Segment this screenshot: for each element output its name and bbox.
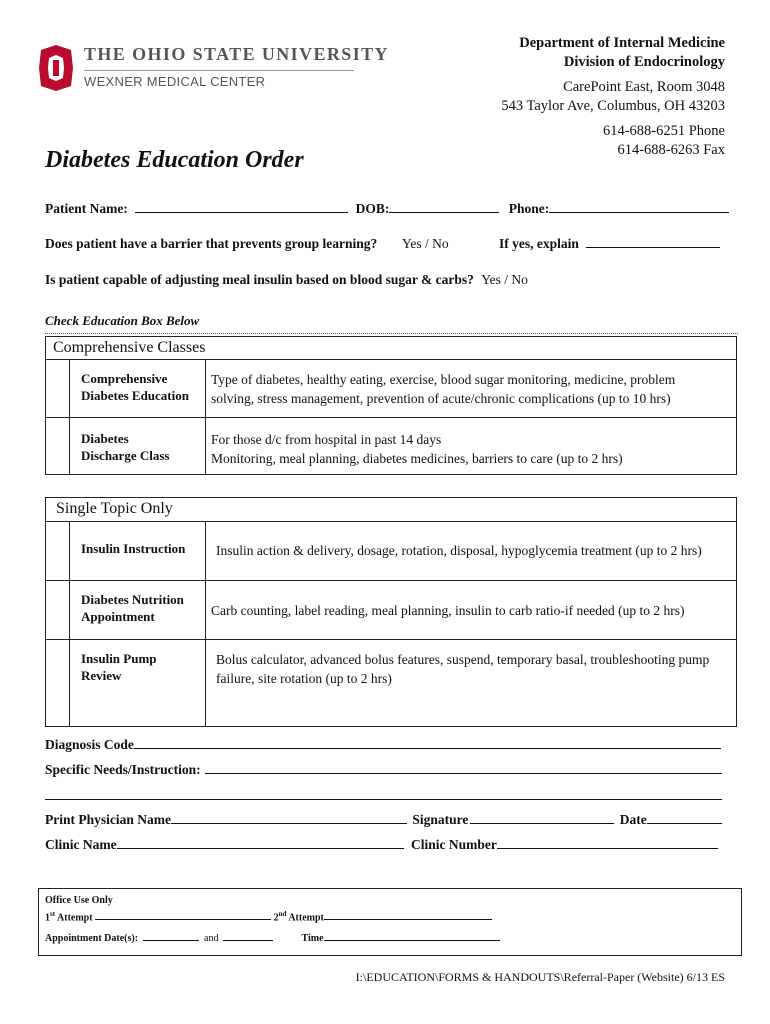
- topic-description-line: Insulin action & delivery, dosage, rotation, disposal, hypoglycemia treatment (up to 2 hrs): [216, 543, 702, 558]
- medical-center-name: WEXNER MEDICAL CENTER: [84, 74, 266, 89]
- phone-field[interactable]: [549, 201, 729, 213]
- department-info: [501, 34, 725, 160]
- class-description-line: For those d/c from hospital in past 14 days: [211, 432, 442, 447]
- barrier-options[interactable]: Yes / No: [402, 236, 449, 251]
- column-divider: [205, 359, 206, 475]
- clinic-name-field[interactable]: [117, 837, 404, 849]
- explain-row: [499, 236, 720, 252]
- header-divider: [84, 70, 354, 71]
- topic-description-line: Bolus calculator, advanced bolus features, suspend, temporary basal, troubleshooting pump: [216, 652, 710, 667]
- topic-description: [216, 650, 709, 688]
- attempt-number: 1: [45, 912, 50, 924]
- attempt-suffix: st: [50, 910, 56, 918]
- time-field[interactable]: [324, 932, 500, 941]
- checkbox-nutrition-appointment[interactable]: [46, 581, 69, 639]
- physician-field[interactable]: [171, 812, 407, 824]
- class-description-line: Type of diabetes, healthy eating, exercise, blood sugar monitoring, medicine, problem: [211, 372, 676, 387]
- clinic-row: [45, 837, 718, 853]
- row-divider: [46, 580, 736, 581]
- dob-label: DOB:: [355, 201, 390, 216]
- clinic-name-label: Clinic Name: [45, 837, 117, 852]
- and-label: and: [204, 933, 219, 944]
- row-divider: [46, 639, 736, 640]
- column-divider: [205, 521, 206, 727]
- dob-field[interactable]: [389, 201, 499, 213]
- needs-field[interactable]: [205, 762, 722, 774]
- patient-name-label: Patient Name:: [45, 201, 128, 216]
- diagnosis-label: Diagnosis Code: [45, 737, 134, 752]
- second-attempt-field[interactable]: [324, 911, 492, 920]
- column-divider: [69, 521, 70, 727]
- address-line-1: CarePoint East, Room 3048: [563, 79, 725, 95]
- division-name: Division of Endocrinology: [563, 54, 725, 70]
- clinic-number-label: Clinic Number: [411, 837, 497, 852]
- first-attempt-field[interactable]: [95, 911, 271, 920]
- topic-description: [211, 601, 685, 620]
- row-divider: [46, 521, 736, 522]
- class-description: [211, 430, 623, 468]
- checkbox-pump-review[interactable]: [46, 640, 69, 727]
- phone-number: 614-688-6251 Phone: [602, 123, 725, 139]
- row-divider: [46, 359, 736, 360]
- attempt-suffix: nd: [278, 910, 287, 918]
- class-label-line: Diabetes: [81, 431, 129, 446]
- footer-path: I:\EDUCATION\FORMS & HANDOUTS\Referral-Paper (Website) 6/13 ES: [355, 970, 725, 984]
- university-name: THE OHIO STATE UNIVERSITY: [84, 44, 389, 64]
- topic-description: [216, 541, 702, 560]
- check-education-label: Check Education Box Below: [45, 313, 200, 328]
- attempt-row: [45, 910, 492, 923]
- office-use-box: [38, 888, 742, 956]
- explain-label: If yes, explain: [499, 236, 579, 251]
- checkbox-insulin-instruction[interactable]: [46, 522, 69, 580]
- ohio-state-logo: [38, 44, 74, 92]
- appointment-label: Appointment Date(s):: [45, 933, 139, 944]
- diagnosis-row: [45, 737, 721, 753]
- class-description-line: Monitoring, meal planning, diabetes medicines, barriers to care (up to 2 hrs): [211, 451, 623, 466]
- class-description-line: solving, stress management, prevention of acute/chronic complications (up to 10 hrs): [211, 391, 671, 406]
- patient-name-field[interactable]: [135, 201, 348, 213]
- physician-label: Print Physician Name: [45, 812, 171, 827]
- explain-field[interactable]: [586, 236, 720, 248]
- single-topic-box: [45, 497, 737, 727]
- row-divider: [46, 417, 736, 418]
- attempt-label: Attempt: [288, 912, 324, 924]
- class-label-line: Diabetes Education: [81, 388, 189, 403]
- single-topic-title: Single Topic Only: [56, 500, 173, 517]
- topic-label-line: Appointment: [81, 609, 155, 624]
- appointment-date-2-field[interactable]: [223, 932, 273, 941]
- insulin-question: Is patient capable of adjusting meal insulin based on blood sugar & carbs?: [45, 272, 474, 287]
- insulin-question-row: [45, 272, 528, 288]
- class-label: [81, 370, 189, 404]
- signature-label: Signature: [412, 812, 469, 827]
- attempt-label: Attempt: [57, 912, 93, 924]
- fax-number: 614-688-6263 Fax: [617, 142, 725, 158]
- phone-label: Phone:: [508, 201, 550, 216]
- class-description: [211, 370, 675, 408]
- topic-label: [81, 540, 185, 557]
- topic-label-line: Diabetes Nutrition: [81, 592, 184, 607]
- class-label: [81, 430, 169, 464]
- topic-label: [81, 591, 184, 625]
- comprehensive-classes-title: Comprehensive Classes: [53, 339, 206, 356]
- clinic-number-field[interactable]: [497, 837, 718, 849]
- date-field[interactable]: [647, 812, 722, 824]
- page-title: Diabetes Education Order: [45, 147, 304, 173]
- attempt-number: 2: [273, 912, 279, 924]
- needs-row: [45, 762, 722, 778]
- class-label-line: Comprehensive: [81, 371, 168, 386]
- topic-label: [81, 650, 157, 684]
- diagnosis-field[interactable]: [134, 737, 721, 749]
- needs-label: Specific Needs/Instruction:: [45, 762, 201, 777]
- barrier-question: Does patient have a barrier that prevents group learning?: [45, 236, 378, 251]
- insulin-options[interactable]: Yes / No: [481, 272, 528, 287]
- comprehensive-classes-box: [45, 336, 737, 475]
- patient-info-row: [45, 201, 729, 217]
- topic-label-line: Insulin Pump: [81, 651, 157, 666]
- time-label: Time: [301, 933, 324, 944]
- department-name: Department of Internal Medicine: [519, 35, 725, 51]
- topic-description-line: Carb counting, label reading, meal planning, insulin to carb ratio-if needed (up to 2 hrs): [211, 603, 685, 618]
- office-use-title: Office Use Only: [45, 895, 113, 906]
- date-label: Date: [619, 812, 647, 827]
- topic-label-line: Insulin Instruction: [81, 541, 186, 556]
- checkbox-comprehensive-education[interactable]: [46, 360, 69, 417]
- signature-field[interactable]: [470, 812, 614, 824]
- class-label-line: Discharge Class: [81, 448, 170, 463]
- topic-description-line: failure, site rotation (up to 2 hrs): [216, 671, 392, 686]
- physician-row: [45, 812, 722, 828]
- checkbox-discharge-class[interactable]: [46, 418, 69, 475]
- column-divider: [69, 359, 70, 475]
- appointment-row: [45, 932, 500, 944]
- appointment-date-1-field[interactable]: [143, 932, 199, 941]
- section-divider: [45, 333, 738, 334]
- needs-field-line-2[interactable]: [45, 799, 722, 800]
- topic-label-line: Review: [81, 668, 122, 683]
- address-line-2: 543 Taylor Ave, Columbus, OH 43203: [501, 98, 725, 114]
